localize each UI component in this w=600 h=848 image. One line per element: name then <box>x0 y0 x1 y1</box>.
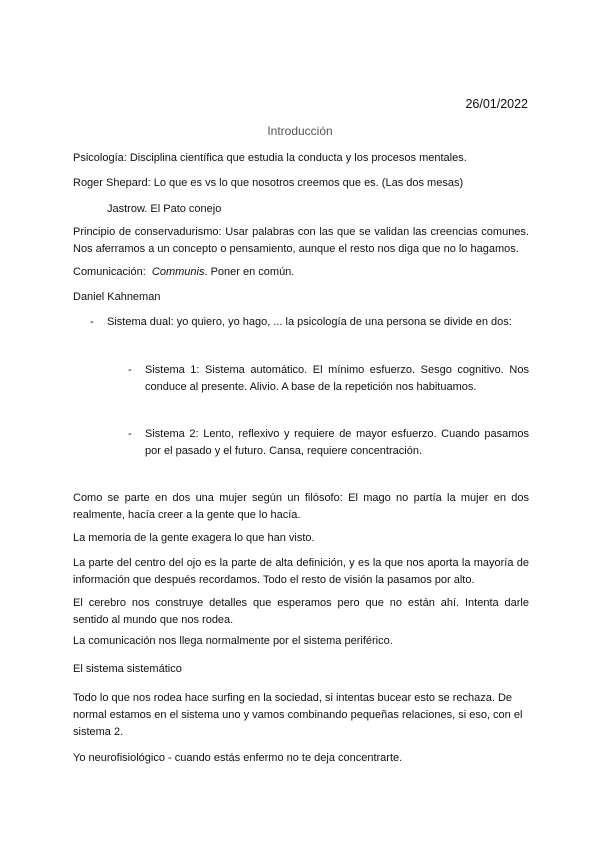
paragraph-sistema-sistematico: El sistema sistemático <box>73 663 182 675</box>
sub-list-bullet: - <box>128 428 132 440</box>
comunicacion-label: Comunicación: <box>73 266 146 278</box>
paragraph-shepard: Roger Shepard: Lo que es vs lo que nosotros creemos que es. (Las dos mesas) <box>73 177 464 189</box>
comunicacion-latin: Communis <box>151 266 205 278</box>
paragraph-neurofisiologico: Yo neurofisiológico - cuando estás enfermo no te deja concentrarte. <box>73 752 403 764</box>
paragraph-comunicacion <box>73 264 529 281</box>
paragraph-jastrow: Jastrow. El Pato conejo <box>107 203 222 215</box>
paragraph-ojo: La parte del centro del ojo es la parte de alta definición, y es la que nos aporta la mayoría de información que después recordamos. Todo el resto de visión la pasamos por alto. <box>73 557 529 586</box>
paragraph-psicologia: Psicología: Disciplina científica que estudia la conducta y los procesos mentales. <box>73 152 467 164</box>
sub-item-sistema-2: Sistema 2: Lento, reflexivo y requiere de mayor esfuerzo. Cuando pasamos por el pasado y el futuro. Cansa, requiere concentración. <box>145 428 529 457</box>
comunicacion-definition: . Poner en común. <box>204 266 295 278</box>
paragraph-mago: Como se parte en dos una mujer según un filósofo: El mago no partía la mujer en dos realmente, hacía creer a la gente que lo hacía. <box>73 492 529 521</box>
paragraph-cerebro: El cerebro nos construye detalles que esperamos pero que no están ahí. Intenta darle sentido al mundo que nos rodea. <box>73 597 529 626</box>
paragraph-comunicacion-periferico: La comunicación nos llega normalmente por el sistema periférico. <box>73 635 393 647</box>
document-date: 26/01/2022 <box>465 97 528 111</box>
list-item-sistema-dual: Sistema dual: yo quiero, yo hago, ... la psicología de una persona se divide en dos: <box>107 316 512 328</box>
paragraph-memoria: La memoria de la gente exagera lo que han visto. <box>73 532 315 544</box>
paragraph-principio: Principio de conservadurismo: Usar palabras con las que se validan las creencias comunes. Nos aferramos a un concepto o pensamiento, aunque el resto nos diga que no lo hagamos. <box>73 226 529 255</box>
paragraph-kahneman: Daniel Kahneman <box>73 291 161 303</box>
sub-item-sistema-1: Sistema 1: Sistema automático. El mínimo esfuerzo. Sesgo cognitivo. Nos conduce al presente. Alivio. A base de la repetición nos habituamos. <box>145 364 529 393</box>
sub-list-bullet: - <box>128 364 132 376</box>
paragraph-surfing: Todo lo que nos rodea hace surfing en la sociedad, si intentas bucear esto se rechaza. De normal estamos en el sistema uno y vamos combinando pequeñas relaciones, si eso, con el sistema 2. <box>73 692 523 738</box>
document-title: Introducción <box>267 124 333 138</box>
list-bullet: - <box>90 316 94 328</box>
